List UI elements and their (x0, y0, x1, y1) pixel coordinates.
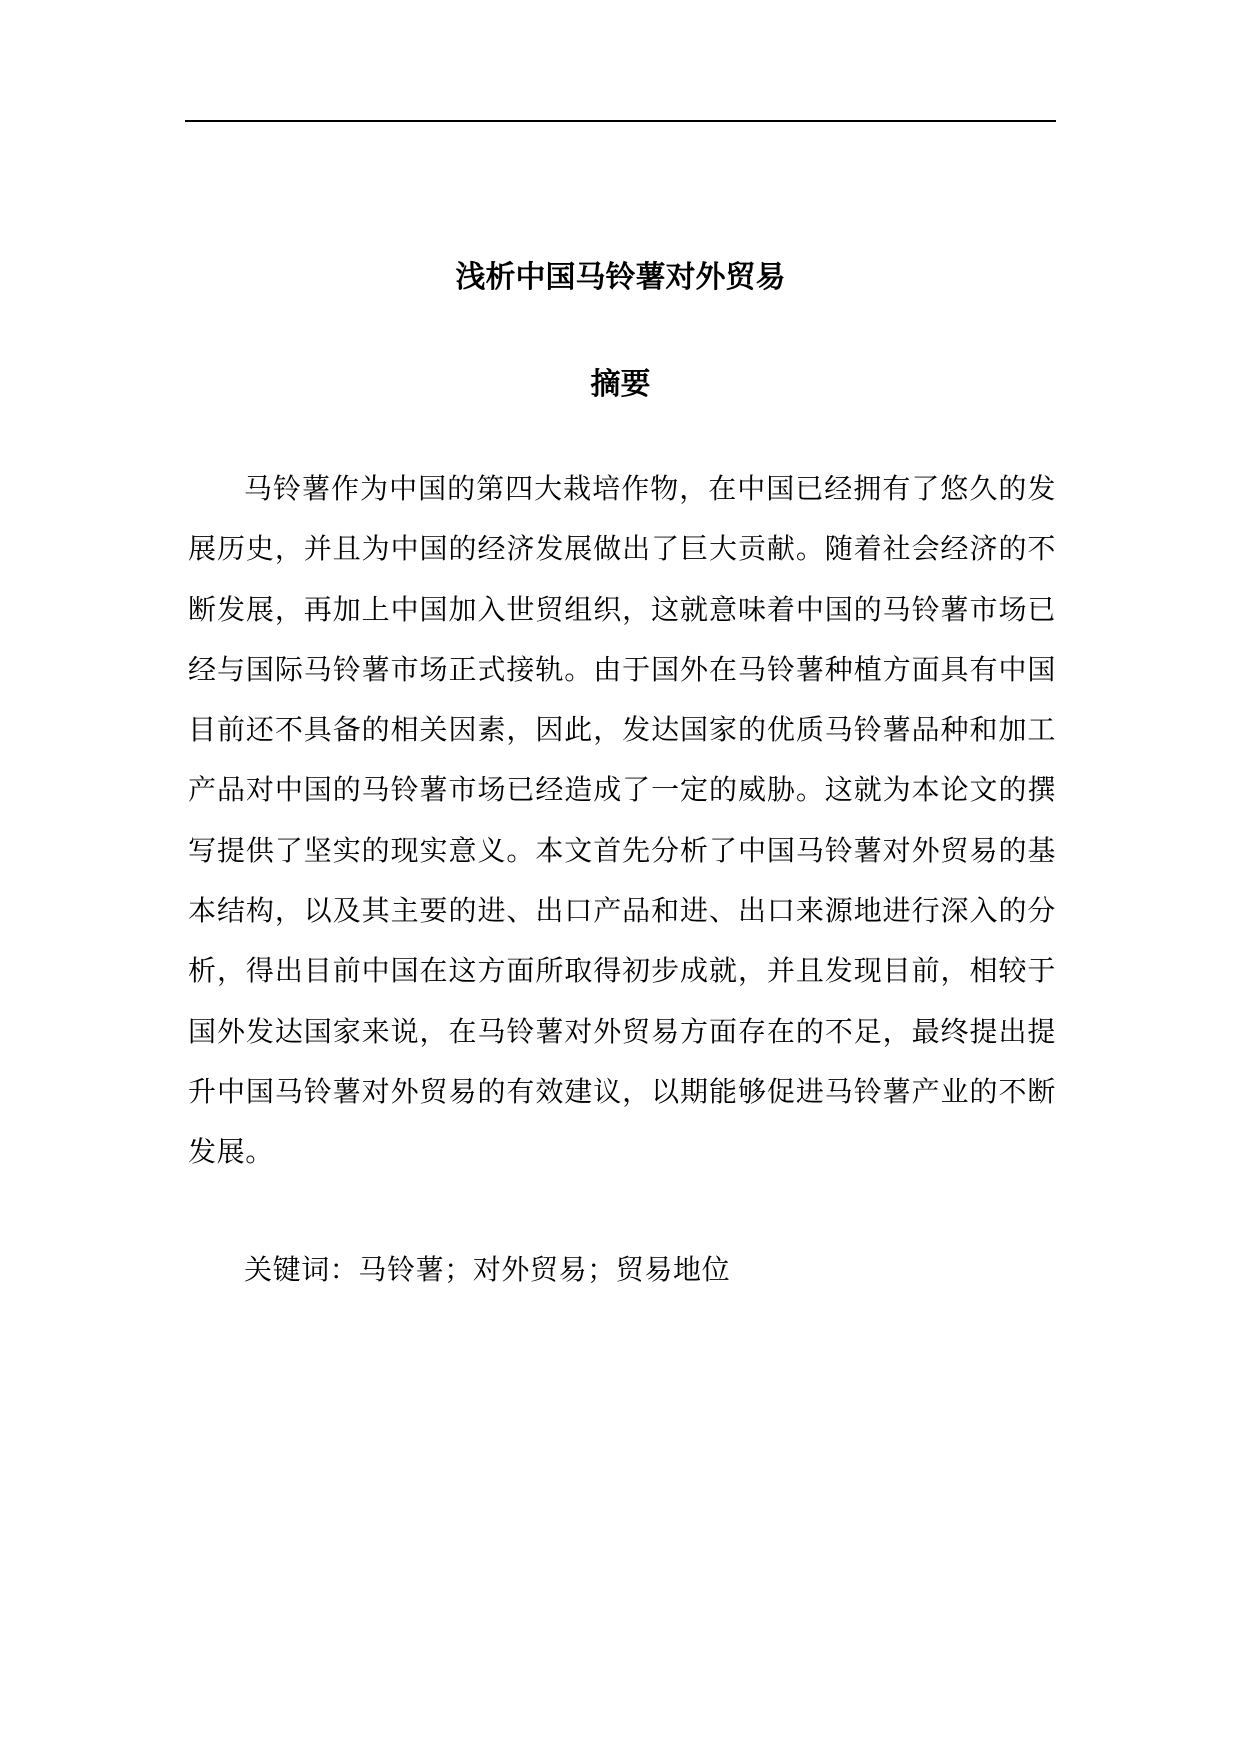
header-rule (185, 120, 1056, 122)
abstract-heading: 摘要 (590, 367, 651, 402)
document-title: 浅析中国马铃薯对外贸易 (455, 260, 786, 295)
abstract-body: 马铃薯作为中国的第四大栽培作物，在中国已经拥有了悠久的发展历史，并且为中国的经济发展做出了巨大贡献。随着社会经济的不断发展，再加上中国加入世贸组织，这就意味着中国的马铃薯市场已经与国际马铃薯市场正式接轨。由于国外在马铃薯种植方面具有中国目前还不具备的相关因素，因此，发达国家的优质马铃薯品种和加工产品对中国的马铃薯市场已经造成了一定的威胁。这就为本论文的撰写提供了坚实的现实意义。本文首先分析了中国马铃薯对外贸易的基本结构，以及其主要的进、出口产品和进、出口来源地进行深入的分析，得出目前中国在这方面所取得初步成就，并且发现目前，相较于国外发达国家来说，在马铃薯对外贸易方面存在的不足，最终提出提升中国马铃薯对外贸易的有效建议，以期能够促进马铃薯产业的不断发展。 (188, 472, 1056, 1169)
keywords-line: 关键词：马铃薯；对外贸易；贸易地位 (244, 1253, 731, 1286)
